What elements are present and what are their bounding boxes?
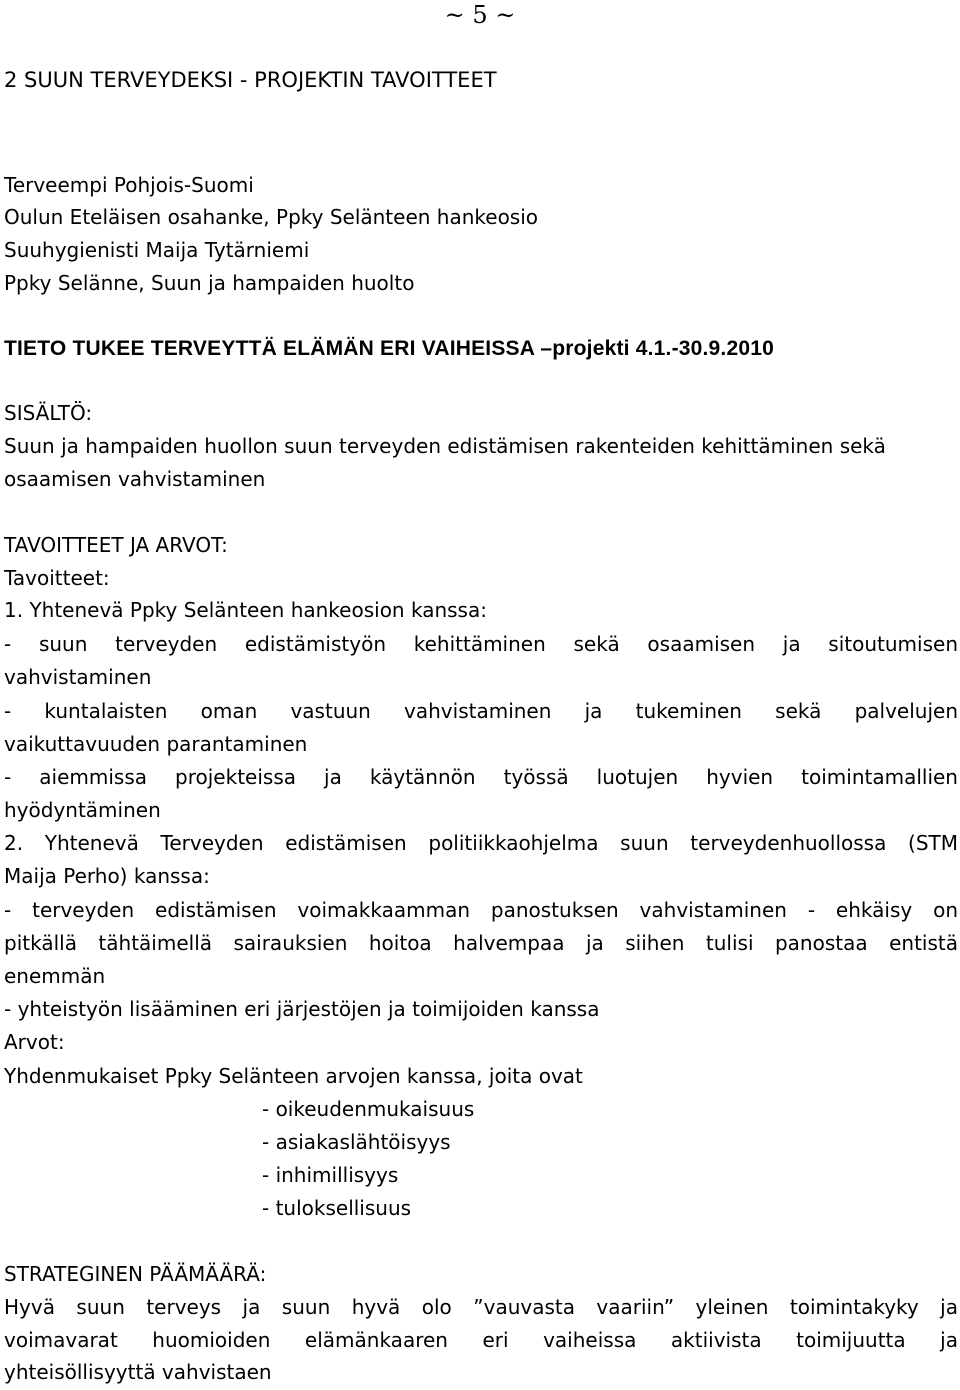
value-item: - oikeudenmukaisuus [262,1097,475,1121]
author-line-1: Terveempi Pohjois-Suomi [4,173,254,197]
value-item: - tuloksellisuus [262,1196,412,1220]
goal-2-text: 2. Yhtenevä Terveyden edistämisen politiikkaohjelma suun terveydenhuollossa (STM [4,831,958,855]
goal-2-line: enemmän [4,964,106,988]
goal-1-text: - kuntalaisten oman vastuun vahvistaminen ja tukeminen sekä palvelujen [4,699,958,723]
project-line: TIETO TUKEE TERVEYTTÄ ELÄMÄN ERI VAIHEISSA –projekti 4.1.-30.9.2010 [4,337,774,360]
goal-2-line [4,900,958,920]
goal-2-line: Maija Perho) kanssa: [4,864,210,888]
goal-1-text: - suun terveyden edistämistyön kehittäminen sekä osaamisen ja sitoutumisen [4,632,958,656]
goal-2-text: pitkällä tähtäimellä sairauksien hoitoa halvempaa ja siihen tulisi panostaa entistä [4,931,958,955]
goals-subheading: Tavoitteet: [4,566,110,590]
content-heading: SISÄLTÖ: [4,401,93,425]
page-number: ~ 5 ~ [444,1,516,29]
content-line-2: osaamisen vahvistaminen [4,467,266,491]
goal-1-title: 1. Yhtenevä Ppky Selänteen hankeosion kanssa: [4,598,487,622]
strategic-goal-heading: STRATEGINEN PÄÄMÄÄRÄ: [4,1262,267,1286]
author-line-4: Ppky Selänne, Suun ja hampaiden huolto [4,271,415,295]
goal-1-line [4,634,958,654]
goal-2-title [4,833,958,853]
content-line-1: Suun ja hampaiden huollon suun terveyden edistämisen rakenteiden kehittäminen sekä [4,434,886,458]
goal-1-line: hyödyntäminen [4,798,161,822]
strategic-goal-text: voimavarat huomioiden elämänkaaren eri vaiheissa aktiivista toimijuutta ja [4,1328,958,1352]
strategic-goal-line: yhteisöllisyyttä vahvistaen [4,1360,272,1384]
strategic-goal-line [4,1330,958,1350]
value-item: - asiakaslähtöisyys [262,1130,451,1154]
goals-heading: TAVOITTEET JA ARVOT: [4,533,228,557]
goal-1-line: vaikuttavuuden parantaminen [4,732,308,756]
goal-1-line: vahvistaminen [4,665,152,689]
author-line-2: Oulun Eteläisen osahanke, Ppky Selänteen hankeosio [4,205,539,229]
author-line-3: Suuhygienisti Maija Tytärniemi [4,238,310,262]
goal-1-line [4,767,958,787]
goal-2-text: - terveyden edistämisen voimakkaamman panostuksen vahvistaminen - ehkäisy on [4,898,958,922]
value-item: - inhimillisyys [262,1163,399,1187]
strategic-goal-line [4,1297,958,1317]
strategic-goal-text: Hyvä suun terveys ja suun hyvä olo ”vauvasta vaariin” yleinen toimintakyky ja [4,1295,958,1319]
values-heading: Arvot: [4,1030,65,1054]
goal-1-line [4,701,958,721]
page-title: 2 SUUN TERVEYDEKSI - PROJEKTIN TAVOITTEET [4,68,497,92]
goal-2-line: - yhteistyön lisääminen eri järjestöjen ja toimijoiden kanssa [4,997,600,1021]
values-intro: Yhdenmukaiset Ppky Selänteen arvojen kanssa, joita ovat [4,1064,583,1088]
goal-1-text: - aiemmissa projekteissa ja käytännön työssä luotujen hyvien toimintamallien [4,765,958,789]
goal-2-line [4,933,958,953]
